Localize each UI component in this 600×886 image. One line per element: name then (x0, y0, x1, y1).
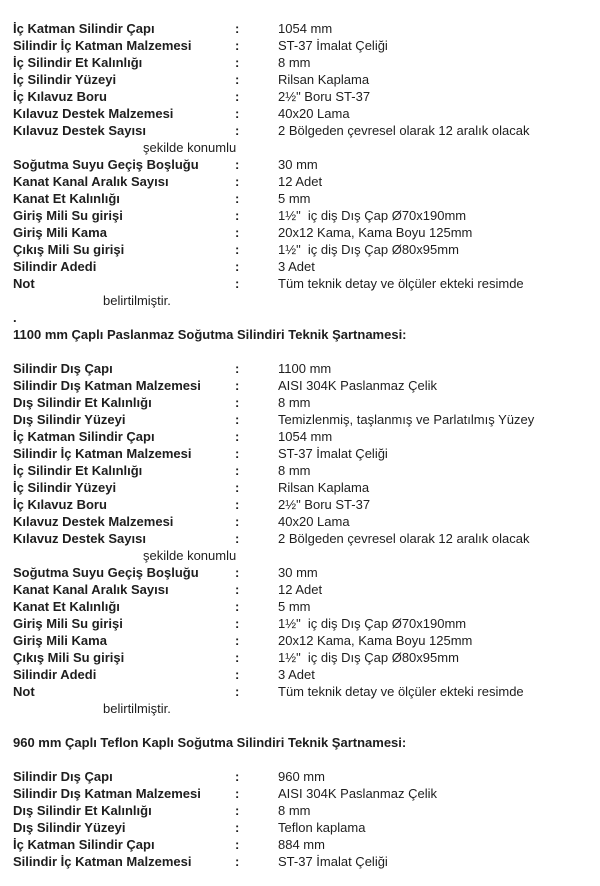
spec-value: 12 Adet (278, 174, 323, 189)
spec-colon: : (235, 21, 240, 36)
spec-row (13, 530, 594, 547)
spec-row (13, 224, 594, 241)
section-heading: 1100 mm Çaplı Paslanmaz Soğutma Silindiri Teknik Şartnamesi: (13, 327, 407, 342)
spec-label: Kanat Kanal Aralık Sayısı (13, 582, 169, 597)
spec-row (13, 394, 594, 411)
spec-section (13, 20, 594, 309)
spec-value: 2½" Boru ST-37 (278, 89, 371, 104)
spec-value: 8 mm (278, 55, 311, 70)
spec-value: 5 mm (278, 599, 311, 614)
spec-section (13, 734, 594, 870)
spec-value: 20x12 Kama, Kama Boyu 125mm (278, 225, 473, 240)
spec-value: 8 mm (278, 463, 311, 478)
spec-colon: : (235, 684, 240, 699)
spec-colon: : (235, 599, 240, 614)
spec-row (13, 836, 594, 853)
spec-row (13, 785, 594, 802)
spec-value: Tüm teknik detay ve ölçüler ekteki resimde (278, 684, 524, 699)
spec-row (13, 105, 594, 122)
spec-label: Giriş Mili Su girişi (13, 208, 123, 223)
spec-value: Rilsan Kaplama (278, 480, 370, 495)
spec-row (13, 632, 594, 649)
spec-label: Silindir Adedi (13, 667, 97, 682)
spec-rows (13, 768, 594, 870)
spec-value: 1½" iç diş Dış Çap Ø70x190mm (278, 208, 467, 223)
spec-row (13, 564, 594, 581)
spec-value: 1054 mm (278, 21, 333, 36)
spec-value: 2 Bölgeden çevresel olarak 12 aralık olacak (278, 531, 530, 546)
spec-label: Soğutma Suyu Geçiş Boşluğu (13, 157, 199, 172)
spec-colon: : (235, 106, 240, 121)
spec-label: Kanat Et Kalınlığı (13, 191, 120, 206)
spec-value: 40x20 Lama (278, 514, 350, 529)
spec-colon: : (235, 463, 240, 478)
spec-colon: : (235, 769, 240, 784)
spec-colon: : (235, 72, 240, 87)
spec-label: Dış Silindir Et Kalınlığı (13, 803, 152, 818)
spec-value: 1½" iç diş Dış Çap Ø70x190mm (278, 616, 467, 631)
spec-colon: : (235, 174, 240, 189)
spec-label: Dış Silindir Et Kalınlığı (13, 395, 152, 410)
spec-row (13, 258, 594, 275)
spec-label: Çıkış Mili Su girişi (13, 650, 125, 665)
spec-colon: : (235, 616, 240, 631)
spec-label: Soğutma Suyu Geçiş Boşluğu (13, 565, 199, 580)
spec-colon: : (235, 378, 240, 393)
spec-label: İç Silindir Yüzeyi (13, 480, 117, 495)
spec-colon: : (235, 89, 240, 104)
spec-value-continuation: belirtilmiştir. (103, 293, 171, 308)
spec-colon: : (235, 412, 240, 427)
spec-colon: : (235, 38, 240, 53)
spec-label: Dış Silindir Yüzeyi (13, 412, 126, 427)
spec-colon: : (235, 820, 240, 835)
spec-value: Tüm teknik detay ve ölçüler ekteki resimde (278, 276, 524, 291)
spec-label: Giriş Mili Kama (13, 225, 107, 240)
spec-row (13, 411, 594, 428)
spec-colon: : (235, 191, 240, 206)
spec-row (13, 513, 594, 530)
spec-label: Silindir Dış Çapı (13, 361, 113, 376)
spec-label: Kılavuz Destek Sayısı (13, 531, 146, 546)
spec-row (13, 649, 594, 666)
spec-colon: : (235, 667, 240, 682)
spec-value-continuation: şekilde konumlu (143, 140, 237, 155)
spec-label: Kılavuz Destek Sayısı (13, 123, 146, 138)
spec-label: Kılavuz Destek Malzemesi (13, 514, 174, 529)
spec-label: İç Katman Silindir Çapı (13, 429, 155, 444)
spec-row (13, 71, 594, 88)
spec-row (13, 768, 594, 785)
spec-section (13, 309, 594, 717)
spec-colon: : (235, 55, 240, 70)
spec-label: İç Katman Silindir Çapı (13, 21, 155, 36)
spec-value: ST-37 İmalat Çeliği (278, 854, 388, 869)
spec-label: Giriş Mili Su girişi (13, 616, 123, 631)
spec-label: Kanat Kanal Aralık Sayısı (13, 174, 169, 189)
spec-row (13, 377, 594, 394)
spec-row (13, 428, 594, 445)
spec-value: 1054 mm (278, 429, 333, 444)
spec-value: 960 mm (278, 769, 325, 784)
spec-value: 1½" iç diş Dış Çap Ø80x95mm (278, 650, 459, 665)
spec-value: 1100 mm (278, 361, 332, 376)
spec-colon: : (235, 497, 240, 512)
spec-colon: : (235, 429, 240, 444)
spec-label: İç Katman Silindir Çapı (13, 837, 155, 852)
spec-colon: : (235, 225, 240, 240)
spec-label: İç Kılavuz Boru (13, 89, 107, 104)
spec-row (13, 802, 594, 819)
spec-label: Not (13, 276, 35, 291)
spec-label: Silindir İç Katman Malzemesi (13, 38, 192, 53)
spec-row (13, 207, 594, 224)
spec-row (13, 853, 594, 870)
spec-row (13, 819, 594, 836)
spec-rows (13, 20, 594, 309)
spec-row (13, 190, 594, 207)
spec-row (13, 37, 594, 54)
spec-value: AISI 304K Paslanmaz Çelik (278, 786, 437, 801)
spec-value: 40x20 Lama (278, 106, 350, 121)
spec-colon: : (235, 565, 240, 580)
spec-value: 12 Adet (278, 582, 323, 597)
spec-colon: : (235, 242, 240, 257)
spec-row (13, 20, 594, 37)
spec-label: İç Silindir Yüzeyi (13, 72, 117, 87)
spec-value: 8 mm (278, 395, 311, 410)
spec-value: 30 mm (278, 565, 318, 580)
spec-colon: : (235, 361, 240, 376)
spec-row (13, 360, 594, 377)
spec-colon: : (235, 446, 240, 461)
spec-value: 2½" Boru ST-37 (278, 497, 371, 512)
spec-row (13, 54, 594, 71)
spec-row (13, 598, 594, 615)
spec-label: Not (13, 684, 35, 699)
spec-row (13, 173, 594, 190)
spec-value: Rilsan Kaplama (278, 72, 370, 87)
spec-colon: : (235, 123, 240, 138)
spec-value-continuation: şekilde konumlu (143, 548, 237, 563)
spec-colon: : (235, 276, 240, 291)
spec-colon: : (235, 786, 240, 801)
spec-colon: : (235, 208, 240, 223)
spec-colon: : (235, 531, 240, 546)
spec-row (13, 581, 594, 598)
spec-row (13, 666, 594, 683)
spec-label: Silindir Dış Katman Malzemesi (13, 786, 201, 801)
spec-row (13, 445, 594, 462)
spec-value: 20x12 Kama, Kama Boyu 125mm (278, 633, 473, 648)
stray-period: . (13, 310, 17, 325)
spec-colon: : (235, 395, 240, 410)
spec-colon: : (235, 157, 240, 172)
spec-row (13, 156, 594, 173)
spec-label: Silindir İç Katman Malzemesi (13, 446, 192, 461)
spec-label: Dış Silindir Yüzeyi (13, 820, 126, 835)
spec-label: Çıkış Mili Su girişi (13, 242, 125, 257)
spec-row (13, 479, 594, 496)
spec-value: 884 mm (278, 837, 325, 852)
spec-colon: : (235, 514, 240, 529)
spec-value: 30 mm (278, 157, 318, 172)
spec-row (13, 496, 594, 513)
spec-label: Kılavuz Destek Malzemesi (13, 106, 174, 121)
spec-row (13, 462, 594, 479)
spec-value: 3 Adet (278, 667, 315, 682)
spec-value: 1½" iç diş Dış Çap Ø80x95mm (278, 242, 459, 257)
spec-label: Giriş Mili Kama (13, 633, 107, 648)
spec-value-continuation: belirtilmiştir. (103, 701, 171, 716)
spec-rows (13, 360, 594, 717)
spec-label: Kanat Et Kalınlığı (13, 599, 120, 614)
spec-value: AISI 304K Paslanmaz Çelik (278, 378, 437, 393)
spec-colon: : (235, 259, 240, 274)
spec-value: ST-37 İmalat Çeliği (278, 446, 388, 461)
spec-value: ST-37 İmalat Çeliği (278, 38, 388, 53)
spec-label: İç Kılavuz Boru (13, 497, 107, 512)
spec-value: Temizlenmiş, taşlanmış ve Parlatılmış Yüzey (278, 412, 535, 427)
spec-colon: : (235, 837, 240, 852)
spec-value: Teflon kaplama (278, 820, 366, 835)
spec-label: Silindir İç Katman Malzemesi (13, 854, 192, 869)
spec-label: İç Silindir Et Kalınlığı (13, 55, 143, 70)
spec-value: 5 mm (278, 191, 311, 206)
spec-value: 2 Bölgeden çevresel olarak 12 aralık olacak (278, 123, 530, 138)
spec-colon: : (235, 633, 240, 648)
spec-row (13, 241, 594, 258)
spec-label: Silindir Adedi (13, 259, 97, 274)
spec-row (13, 88, 594, 105)
spec-row (13, 275, 594, 292)
spec-label: İç Silindir Et Kalınlığı (13, 463, 143, 478)
spec-colon: : (235, 650, 240, 665)
spec-colon: : (235, 803, 240, 818)
spec-row (13, 122, 594, 139)
spec-value: 3 Adet (278, 259, 315, 274)
spec-colon: : (235, 480, 240, 495)
spec-label: Silindir Dış Çapı (13, 769, 113, 784)
spec-colon: : (235, 854, 240, 869)
spec-row (13, 615, 594, 632)
spec-colon: : (235, 582, 240, 597)
section-heading: 960 mm Çaplı Teflon Kaplı Soğutma Silindiri Teknik Şartnamesi: (13, 735, 407, 750)
spec-row (13, 683, 594, 700)
spec-value: 8 mm (278, 803, 311, 818)
spec-label: Silindir Dış Katman Malzemesi (13, 378, 201, 393)
